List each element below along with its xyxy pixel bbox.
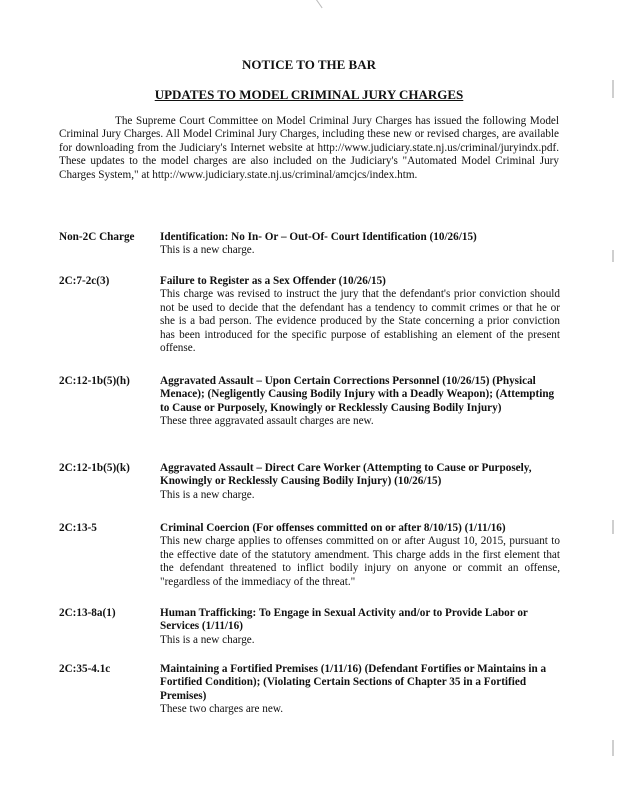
charge-code: 2C:13-5: [59, 522, 97, 534]
charge-description: This is a new charge.: [160, 488, 255, 501]
notice-title: NOTICE TO THE BAR: [241, 57, 377, 72]
edge-artifact: [612, 250, 614, 262]
charge-description: This is a new charge.: [160, 244, 255, 257]
charge-description: These two charges are new.: [160, 703, 284, 716]
charge-code: 2C:7-2c(3): [59, 275, 110, 287]
charge-code: Non-2C Charge: [59, 231, 135, 243]
charge-heading: Human Trafficking: To Engage in Sexual Activity and/or to Provide Labor or Services (1/11/16): [160, 607, 528, 633]
charge-description: This charge was revised to instruct the jury that the defendant's prior conviction should not be used to decide that the defendant has a tendency to commit crimes or that he or she is a bad person. The evidence produced by the State concerning a prior conviction has been introduced for the specific purpose of establishing an element of the present offense.: [160, 288, 560, 355]
scan-artifact: [316, 0, 331, 8]
charge-code: 2C:12-1b(5)(h): [59, 375, 130, 387]
charge-description: These three aggravated assault charges are new.: [160, 415, 374, 428]
charge-code: 2C:13-8a(1): [59, 607, 116, 619]
charge-heading: Identification: No In- Or – Out-Of- Court Identification (10/26/15): [160, 231, 477, 243]
charge-heading: Aggravated Assault – Upon Certain Corrections Personnel (10/26/15) (Physical Menace); (Negligently Causing Bodily Injury with a Deadly Weapon); (Attempting to Cause or Purposely, Knowingly or Recklessly Causing Bodily Injury): [160, 375, 555, 414]
charge-heading: Criminal Coercion (For offenses committed on or after 8/10/15) (1/11/16): [160, 522, 506, 534]
charge-heading: Maintaining a Fortified Premises (1/11/16) (Defendant Fortifies or Maintains in a Fortified Condition); (Violating Certain Sections of Chapter 35 in a Fortified Premises): [160, 663, 547, 702]
intro-paragraph: The Supreme Court Committee on Model Criminal Jury Charges has issued the following Model Criminal Jury Charges. All Model Criminal Jury Charges, including these new or revised charges, are available for downloading from the Judiciary's Internet website at http://www.judiciary.state.nj.us/criminal/juryindx.pdf. These updates to the model charges are also included on the Judiciary's "Automated Model Criminal Jury Charges System," at http://www.judiciary.state.nj.us/criminal/amcjcs/index.htm.: [59, 115, 559, 181]
charge-description: This is a new charge.: [160, 633, 255, 646]
charge-code: 2C:12-1b(5)(k): [59, 462, 130, 474]
edge-artifact: [612, 740, 614, 756]
edge-artifact: [612, 520, 614, 534]
charge-heading: Aggravated Assault – Direct Care Worker (Attempting to Cause or Purposely, Knowingly or Recklessly Causing Bodily Injury) (10/26/15): [160, 462, 532, 488]
charge-heading: Failure to Register as a Sex Offender (10/26/15): [160, 275, 386, 287]
updates-title: UPDATES TO MODEL CRIMINAL JURY CHARGES: [154, 87, 464, 102]
charge-description: This new charge applies to offenses committed on or after August 10, 2015, pursuant to the effective date of the statutory amendment. This charge adds in the first element that the defendant threatened to inflict bodily injury on anyone or commit an offense, "regardless of the immediacy of the threat.": [160, 535, 560, 588]
charge-code: 2C:35-4.1c: [59, 663, 111, 675]
